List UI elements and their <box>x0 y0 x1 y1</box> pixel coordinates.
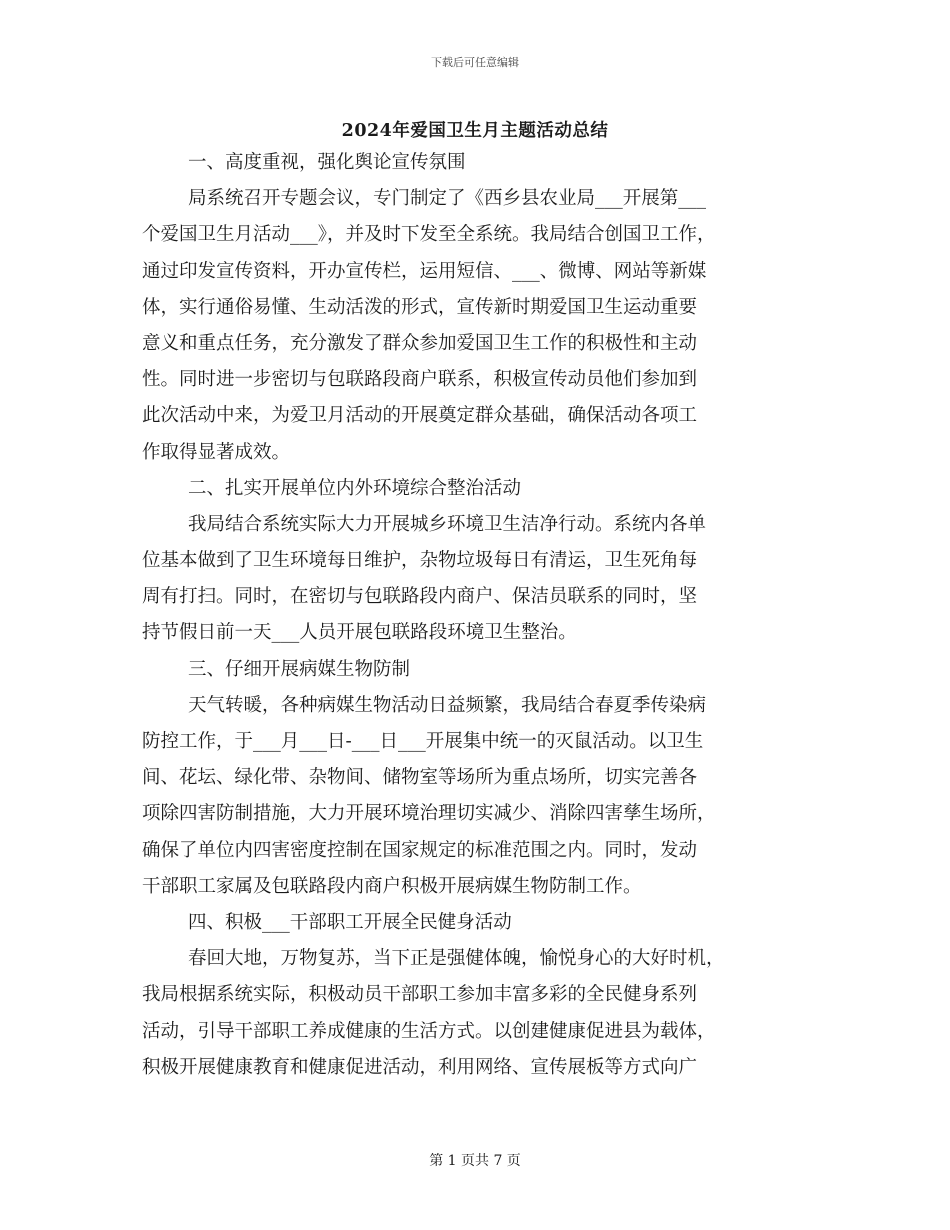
paragraph-first-line: 一、高度重视，强化舆论宣传氛围 <box>188 152 466 173</box>
paragraph-first-line: 我局结合系统实际大力开展城乡环境卫生洁净行动。系统内各单 <box>188 513 707 535</box>
paragraph-line: 个爱国卫生月活动___》，并及时下发至全系统。我局结合创国卫工作， <box>142 224 716 246</box>
paragraph-line: 我局根据系统实际，积极动员干部职工参加丰富多彩的全民健身系列 <box>142 984 698 1006</box>
paragraph-line: 活动，引导干部职工养成健康的生活方式。以创建健康促进县为载体， <box>142 1020 716 1042</box>
paragraph-line: 间、花坛、绿化带、杂物间、储物室等场所为重点场所，切实完善各 <box>142 767 698 789</box>
paragraph-first-line: 春回大地，万物复苏，当下正是强健体魄，愉悦身心的大好时机， <box>188 948 725 970</box>
paragraph-line: 防控工作，于___月___日-___日___开展集中统一的灭鼠活动。以卫生 <box>142 731 704 752</box>
paragraph-line: 持节假日前一天___人员开展包联路段环境卫生整治。 <box>142 622 577 644</box>
paragraph-first-line: 四、积极___干部职工开展全民健身活动 <box>188 911 512 933</box>
document-body <box>142 145 812 1086</box>
paragraph-first-line: 三、仔细开展病媒生物防制 <box>188 658 411 680</box>
header-note: 下载后可任意编辑 <box>431 56 519 69</box>
paragraph-line: 项除四害防制措施，大力开展环境治理切实减少、消除四害孳生场所， <box>142 803 716 825</box>
paragraph-line: 周有打扫。同时，在密切与包联路段内商户、保洁员联系的同时，坚 <box>142 586 698 608</box>
paragraph-line: 通过印发宣传资料，开办宣传栏，运用短信、___、微博、网站等新媒 <box>142 260 707 282</box>
paragraph-line: 性。同时进一步密切与包联路段商户联系，积极宣传动员他们参加到 <box>142 369 698 391</box>
page-footer: 第 1 页共 7 页 <box>429 1153 521 1169</box>
paragraph-line: 体，实行通俗易懂、生动活泼的形式，宣传新时期爱国卫生运动重要 <box>142 296 698 318</box>
paragraph-line: 意义和重点任务，充分激发了群众参加爱国卫生工作的积极性和主动 <box>142 332 698 354</box>
paragraph-line: 干部职工家属及包联路段内商户积极开展病媒生物防制工作。 <box>142 875 642 897</box>
document-title: 2024年爱国卫生月主题活动总结 <box>341 121 609 141</box>
paragraph-line: 积极开展健康教育和健康促进活动，利用网络、宣传展板等方式向广 <box>142 1056 698 1078</box>
paragraph-line: 此次活动中来，为爱卫月活动的开展奠定群众基础，确保活动各项工 <box>142 405 698 427</box>
paragraph-line: 作取得显著成效。 <box>142 441 291 463</box>
paragraph-first-line: 天气转暖，各种病媒生物活动日益频繁，我局结合春夏季传染病 <box>188 694 707 716</box>
paragraph-first-line: 二、扎实开展单位内外环境综合整治活动 <box>188 477 522 499</box>
paragraph-line: 位基本做到了卫生环境每日维护，杂物垃圾每日有清运，卫生死角每 <box>142 550 698 572</box>
paragraph-line: 确保了单位内四害密度控制在国家规定的标准范围之内。同时，发动 <box>142 839 698 861</box>
paragraph-first-line: 局系统召开专题会议，专门制定了《西乡县农业局___开展第___ <box>188 188 707 210</box>
